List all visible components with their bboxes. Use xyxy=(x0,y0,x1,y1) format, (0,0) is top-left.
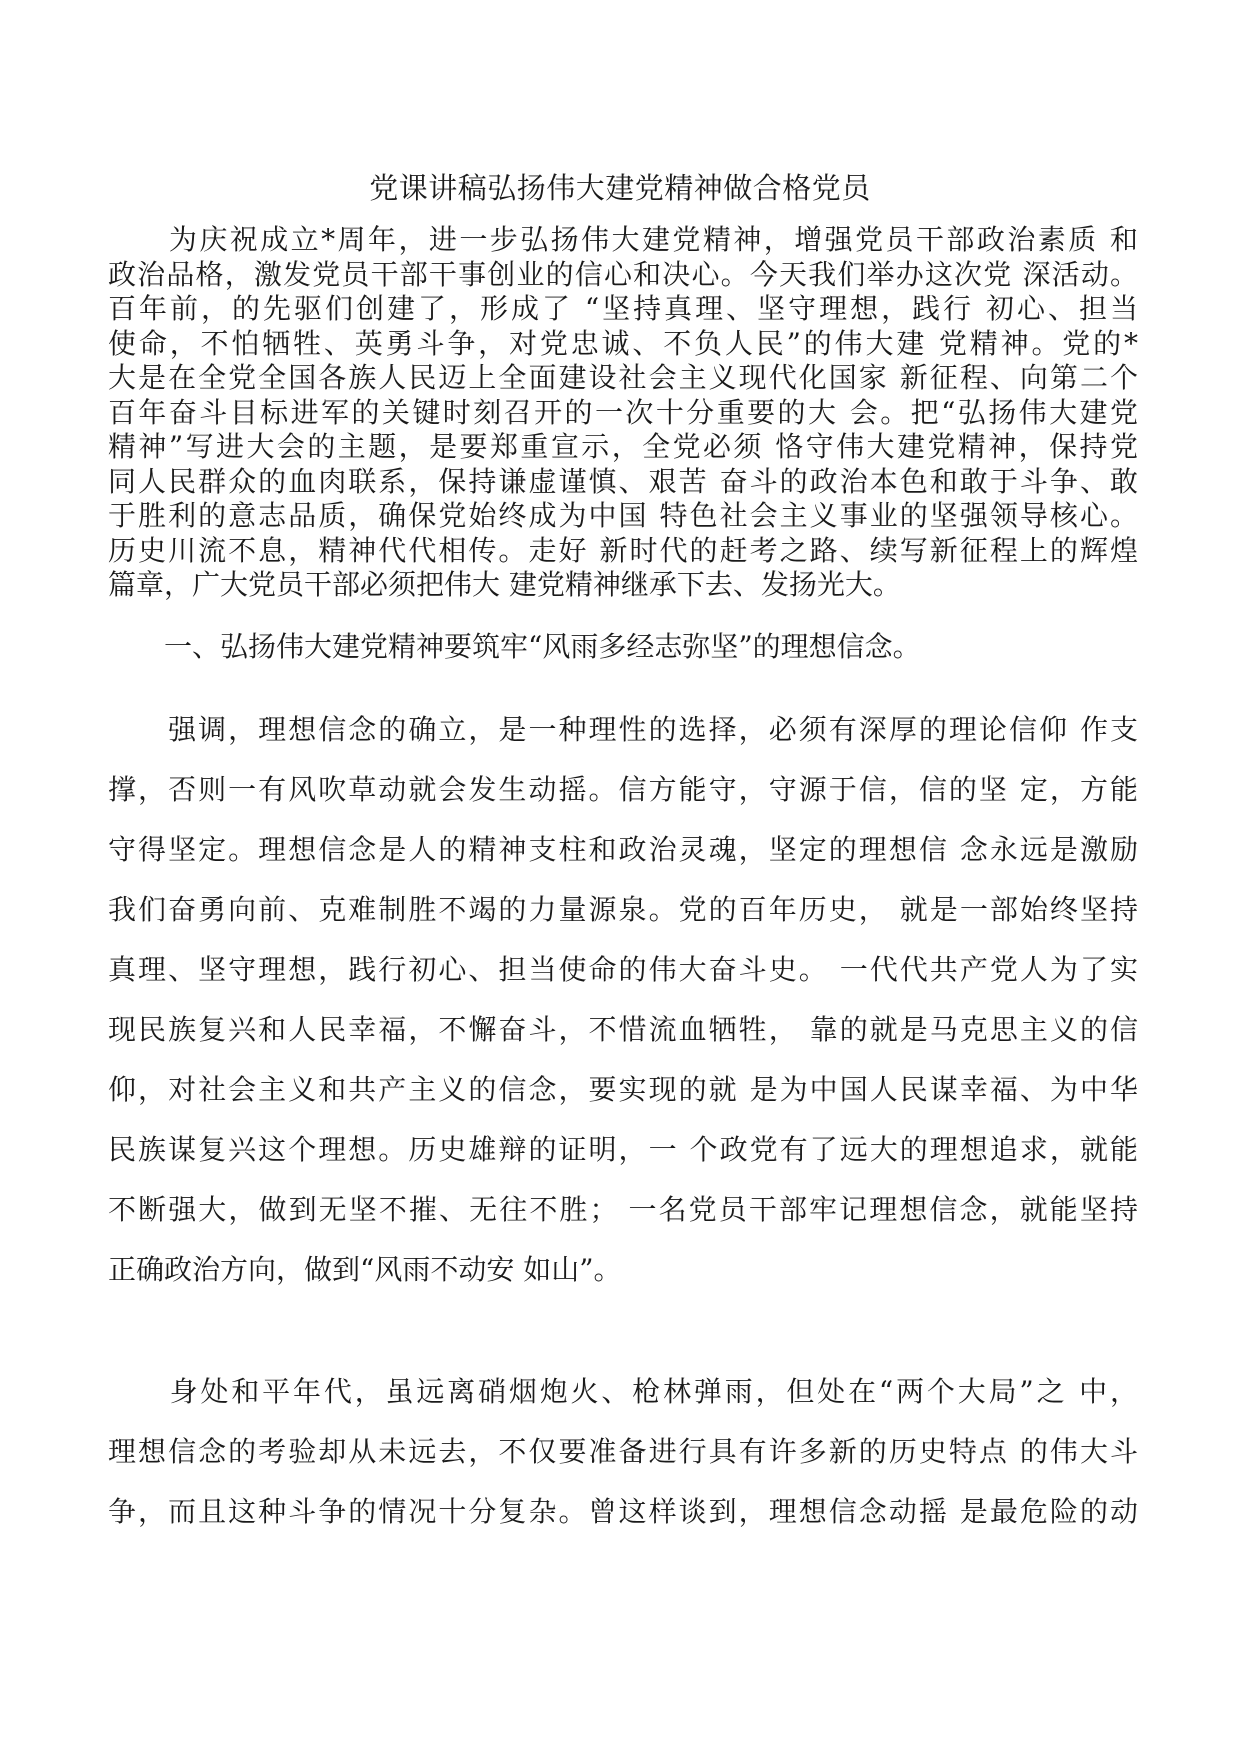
text-line: 于胜利的意志品质，确保党始终成为中国 特色社会主义事业的坚强领导核心。 xyxy=(108,499,1138,532)
text-line: 百年前，的先驱们创建了，形成了 “坚持真理、坚守理想，践行 初心、担当 xyxy=(108,292,1138,325)
text-line: 我们奋勇向前、克难制胜不竭的力量源泉。党的百年历史， 就是一部始终坚持 xyxy=(108,893,1138,926)
text-line: 争，而且这种斗争的情况十分复杂。曾这样谈到，理想信念动摇 是最危险的动 xyxy=(108,1495,1138,1528)
text-line: 理想信念的考验却从未远去，不仅要准备进行具有许多新的历史特点 的伟大斗 xyxy=(108,1435,1138,1468)
text-line: 政治品格，激发党员干部干事创业的信心和决心。今天我们举办这次党 深活动。 xyxy=(108,257,1138,291)
body-paragraph xyxy=(108,1362,1138,1542)
text-line: 为庆祝成立*周年，进一步弘扬伟大建党精神，增强党员干部政治素质 和 xyxy=(108,223,1138,256)
text-line: 精神”写进大会的主题，是要郑重宣示，全党必须 恪守伟大建党精神，保持党 xyxy=(108,430,1138,463)
text-line: 真理、坚守理想，践行初心、担当使命的伟大奋斗史。 一代代共产党人为了实 xyxy=(108,953,1138,986)
text-line: 历史川流不息，精神代代相传。走好 新时代的赶考之路、续写新征程上的辉煌 xyxy=(108,533,1138,567)
text-line: 仰，对社会主义和共产主义的信念，要实现的就 是为中国人民谋幸福、为中华 xyxy=(108,1073,1138,1106)
text-line: 撑，否则一有风吹草动就会发生动摇。信方能守，守源于信，信的坚 定，方能 xyxy=(108,773,1138,806)
section-heading: 一、弘扬伟大建党精神要筑牢“风雨多经志弥坚”的理想信念。 xyxy=(108,630,921,663)
text-line: 强调，理想信念的确立，是一种理性的选择，必须有深厚的理论信仰 作支 xyxy=(108,713,1138,746)
text-line: 守得坚定。理想信念是人的精神支柱和政治灵魂，坚定的理想信 念永远是激励 xyxy=(108,833,1138,866)
body-paragraph xyxy=(108,700,1138,1300)
text-line: 大是在全党全国各族人民迈上全面建设社会主义现代化国家 新征程、向第二个 xyxy=(108,361,1138,394)
text-line: 同人民群众的血肉联系，保持谦虚谨慎、艰苦 奋斗的政治本色和敢于斗争、敢 xyxy=(108,464,1138,498)
text-line: 正确政治方向，做到“风雨不动安 如山”。 xyxy=(108,1253,622,1286)
text-line: 篇章，广大党员干部必须把伟大 建党精神继承下去、发扬光大。 xyxy=(108,568,901,601)
text-line: 百年奋斗目标进军的关键时刻召开的一次十分重要的大 会。把“弘扬伟大建党 xyxy=(108,395,1138,429)
text-line: 不断强大，做到无坚不摧、无往不胜； 一名党员干部牢记理想信念，就能坚持 xyxy=(108,1193,1138,1226)
text-line: 民族谋复兴这个理想。历史雄辩的证明，一 个政党有了远大的理想追求，就能 xyxy=(108,1133,1138,1166)
intro-paragraph xyxy=(108,223,1138,603)
text-line: 使命，不怕牺牲、英勇斗争，对党忠诚、不负人民”的伟大建 党精神。党的* xyxy=(108,326,1138,360)
text-line: 现民族复兴和人民幸福，不懈奋斗，不惜流血牺牲， 靠的就是马克思主义的信 xyxy=(108,1013,1138,1046)
text-line: 身处和平年代，虽远离硝烟炮火、枪林弹雨，但处在“两个大局”之 中， xyxy=(108,1375,1138,1408)
document-title: 党课讲稿弘扬伟大建党精神做合格党员 xyxy=(369,171,871,205)
